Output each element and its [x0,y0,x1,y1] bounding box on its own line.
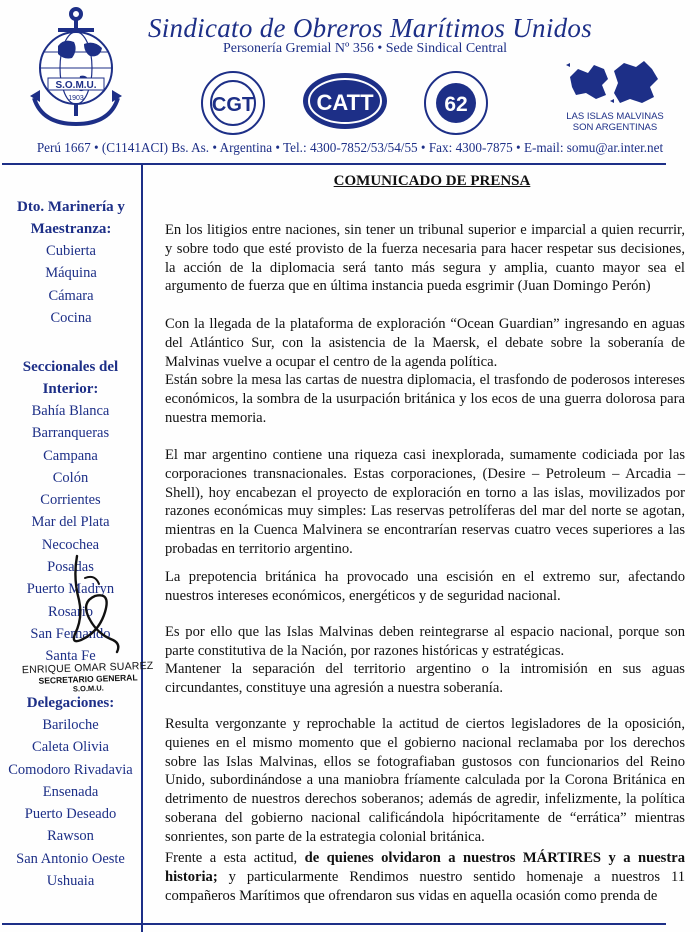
sidebar-item: Puerto Madryn [26,581,115,598]
letterhead [0,0,700,165]
malvinas-slogan [556,111,674,133]
paragraph: En los litigios entre naciones, sin tener un tribunal superior e imparcial a quien recurrir, y sobre todo que esté provisto de la fuerza necesaria para hacer respetar sus decisiones, la acción de la diplomacia será tanto más segura y amplia, cuanto mayor sea el argumento de fuerza que en última instancia pueda esgrimir (Juan Domingo Perón) [165,222,685,295]
malvinas-slogan-line1: LAS ISLAS MALVINAS [566,111,664,122]
sidebar-item: San Fernando [30,625,111,642]
sidebar-divider [141,163,143,932]
sidebar-section-delegaciones [0,692,141,892]
sidebar-item: Cámara [48,287,94,304]
sidebar-item: Colón [52,469,89,486]
62-organizations-seal-icon [423,70,489,136]
paragraph: Resulta vergonzante y reprochable la actitud de ciertos legisladores de la oposición, quienes en el mismo momento que el gobierno nacional reclamaba por los derechos sobre las Islas Malvinas, ellos se fotografiaban gustosos con funcionarios del Reino Unido, subordinándose a una maniobra fríamente calculada por la Corona Británica en detrimento de nuestros derechos soberanos; además de agredir, infelizmente, la política soberana del gobierno nacional calificándola hipócritamente de “errática” mientras sonrientes, son parte de la estrategia colonial británica. [165,716,685,845]
paragraph: Mantener la separación del territorio argentino o la intromisión en sus aguas circundantes, constituye una agresión a nuestra soberanía. [165,661,685,696]
paragraph: Están sobre la mesa las cartas de nuestra diplomacia, el trasfondo de poderosos intereses económicos, la sombra de la usurpación británica y los ecos de una guerra dolorosa para nuestra memoria. [165,372,685,426]
paragraph: Con la llegada de la plataforma de exploración “Ocean Guardian” ingresando en aguas del Atlántico Sur, con la asistencia de la Maersk, el debate sobre la soberanía de Malvinas vuelve a ocupar el centro de la agenda política. [165,316,685,370]
stamp-role: SECRETARIO GENERAL [38,672,138,686]
stamp-name: ENRIQUE OMAR SUAREZ [21,659,154,677]
62-seal-text: 62 [444,93,468,116]
somu-anchor-globe-logo [28,6,124,132]
sidebar-item: Ensenada [42,783,99,800]
paragraph-text: y particularmente Rendimos nuestro sentido homenaje a nuestros 11 compañeros Marítimos que ofrendaron sus vidas en aquella ocasión como prenda de [165,868,685,904]
delegaciones-list [0,714,141,892]
sidebar-item: Bariloche [42,717,99,733]
sidebar-item: Caleta Olivia [32,739,109,756]
stamp-org: S.O.M.U. [72,683,104,694]
header-rule [2,163,666,165]
sidebar-item: Puerto Deseado [24,806,117,823]
sidebar-heading-marineria: Dto. Marinería y Maestranza: [17,199,125,237]
paragraph: La prepotencia británica ha provocado una escisión en el extremo sur, afectando nuestros intereses económicos, energéticos y de seguridad nacional. [165,569,685,604]
footer-rule [2,923,666,925]
sidebar-item: San Antonio Oeste [16,850,125,867]
sidebar-item: Necochea [41,536,100,553]
sidebar-item: Corrientes [40,492,101,509]
marineria-list [6,240,136,329]
sidebar-item: Ushuaia [46,873,95,890]
paragraph: Es por ello que las Islas Malvinas deben reintegrarse al espacio nacional, porque son parte constitutiva de la Nación, por razones históricas y estratégicas. [165,624,685,659]
press-release-body [165,173,685,904]
sidebar-item: Campana [43,447,98,464]
sidebar-heading-seccionales: Seccionales del Interior: [22,359,119,397]
cgt-seal-icon [200,70,266,136]
sidebar-item: Bahía Blanca [31,403,110,419]
logo-year: 1903 [68,95,84,102]
catt-seal-text: CATT [316,90,374,115]
sidebar-section-marineria [6,196,136,329]
sidebar-heading-delegaciones: Delegaciones: [26,695,115,711]
sidebar-item: Rawson [47,828,94,845]
sidebar-item: Comodoro Rivadavia [8,761,133,778]
paragraph: El mar argentino contiene una riqueza casi inexplorada, sumamente codiciada por las corporaciones transnacionales. Estas corporaciones, (Desire – Petroleum – Arcadia – Shell), hoy encabezan el proyecto de exploración en torno a las islas, movilizados por razones económicas muy simples: Las reservas petrolíferas del mar del norte se agotan, mientras en la Cuenca Malvinera se encontrarían reservas cuatro veces superiores a las probadas en territorio argentino. [165,447,685,557]
malvinas-islands-map-icon [564,55,664,111]
malvinas-slogan-line2: SON ARGENTINAS [572,122,658,133]
sidebar-item: Máquina [45,265,97,282]
sidebar-item: Mar del Plata [31,514,110,531]
organization-subtitle: Personería Gremial Nº 356 • Sede Sindical Central [222,41,508,56]
sidebar-item: Cubierta [46,243,96,259]
organization-name: Sindicato de Obreros Marítimos Unidos [147,13,593,43]
sidebar-item: Cocina [50,309,92,326]
paragraph-emphasis: de quienes olvidaron a nuestros MÁRTIRES y a nuestra historia; [165,850,685,885]
logo-text: S.O.M.U. [55,80,97,91]
catt-seal-icon [300,70,390,132]
paragraph-text: Frente a esta actitud, [165,850,298,866]
cgt-seal-text: CGT [211,94,255,116]
handwritten-signature [55,548,135,658]
sidebar-item: Barranqueras [31,425,110,442]
contact-line: Perú 1667 • (C1141ACI) Bs. As. • Argentina • Tel.: 4300-7852/53/54/55 • Fax: 4300-7875 • E-mail: somu@ar.inter.net [36,140,664,155]
sidebar-item: Posadas [47,559,94,576]
signature-stamp [18,660,159,696]
press-release-title: COMUNICADO DE PRENSA [333,173,531,189]
sidebar-item: Santa Fe [45,648,96,665]
sidebar-item: Rosario [47,603,94,620]
paragraph [165,849,685,905]
